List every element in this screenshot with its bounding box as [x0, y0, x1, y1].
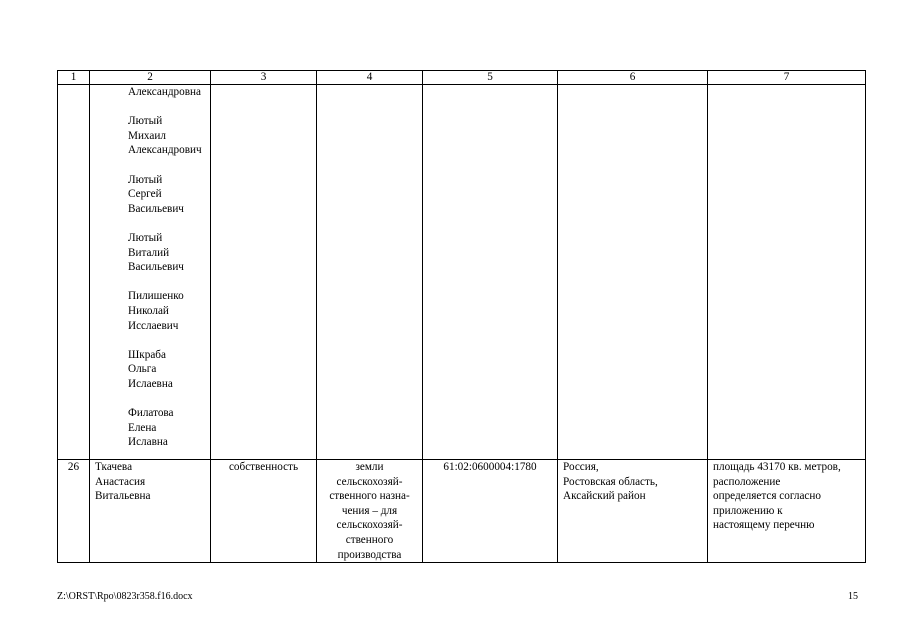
continued-row	[58, 85, 866, 460]
column-number: 5	[423, 71, 558, 85]
footer-file-path: Z:\ORST\Rpo\0823r358.f16.docx	[57, 591, 193, 602]
owners-cell	[90, 85, 211, 460]
owner-name: Лютый Михаил Александрович	[128, 115, 202, 157]
land-category-cell	[317, 85, 423, 460]
owner-name: Лютый Сергей Васильевич	[128, 173, 184, 215]
owner-name-line: Ткачева	[95, 461, 133, 473]
owner-name: Лютый Виталий Васильевич	[128, 231, 184, 274]
owner-name-line: Анастасия	[95, 475, 146, 488]
right-type-cell: собственность	[211, 460, 317, 563]
owner-name: Пилишенко Николай Исслаевич	[128, 290, 184, 332]
address-cell: Россия, Ростовская область, Аксайский район	[558, 460, 708, 563]
column-number-row	[58, 71, 866, 85]
owner-name-line: Витальевна	[95, 490, 151, 503]
column-number: 3	[211, 71, 317, 85]
row-number-cell: 26	[58, 460, 90, 563]
owner-name: Александровна	[128, 86, 201, 98]
column-number: 7	[708, 71, 866, 85]
column-number: 2	[90, 71, 211, 85]
page-number: 15	[848, 591, 858, 602]
column-number: 4	[317, 71, 423, 85]
address-cell	[558, 85, 708, 460]
description-cell: площадь 43170 кв. метров, расположение определяется согласно приложению к настоящему перечню	[708, 460, 866, 563]
row-number-cell	[58, 85, 90, 460]
row-26	[58, 460, 866, 563]
land-category-cell: земли сельскохозяй- ственного назна- чения – для сельскохозяй- ственного производства	[317, 460, 423, 563]
right-type-cell	[211, 85, 317, 460]
land-plots-table	[57, 70, 866, 563]
owner-name: Шкраба Ольга Ислаевна	[128, 348, 173, 390]
cadastral-number-cell	[423, 85, 558, 460]
owner-name: Филатова Елена Иславна	[128, 407, 174, 449]
description-cell	[708, 85, 866, 460]
column-number: 1	[58, 71, 90, 85]
column-number: 6	[558, 71, 708, 85]
cadastral-number-cell: 61:02:0600004:1780	[423, 460, 558, 563]
owners-cell	[90, 460, 211, 563]
